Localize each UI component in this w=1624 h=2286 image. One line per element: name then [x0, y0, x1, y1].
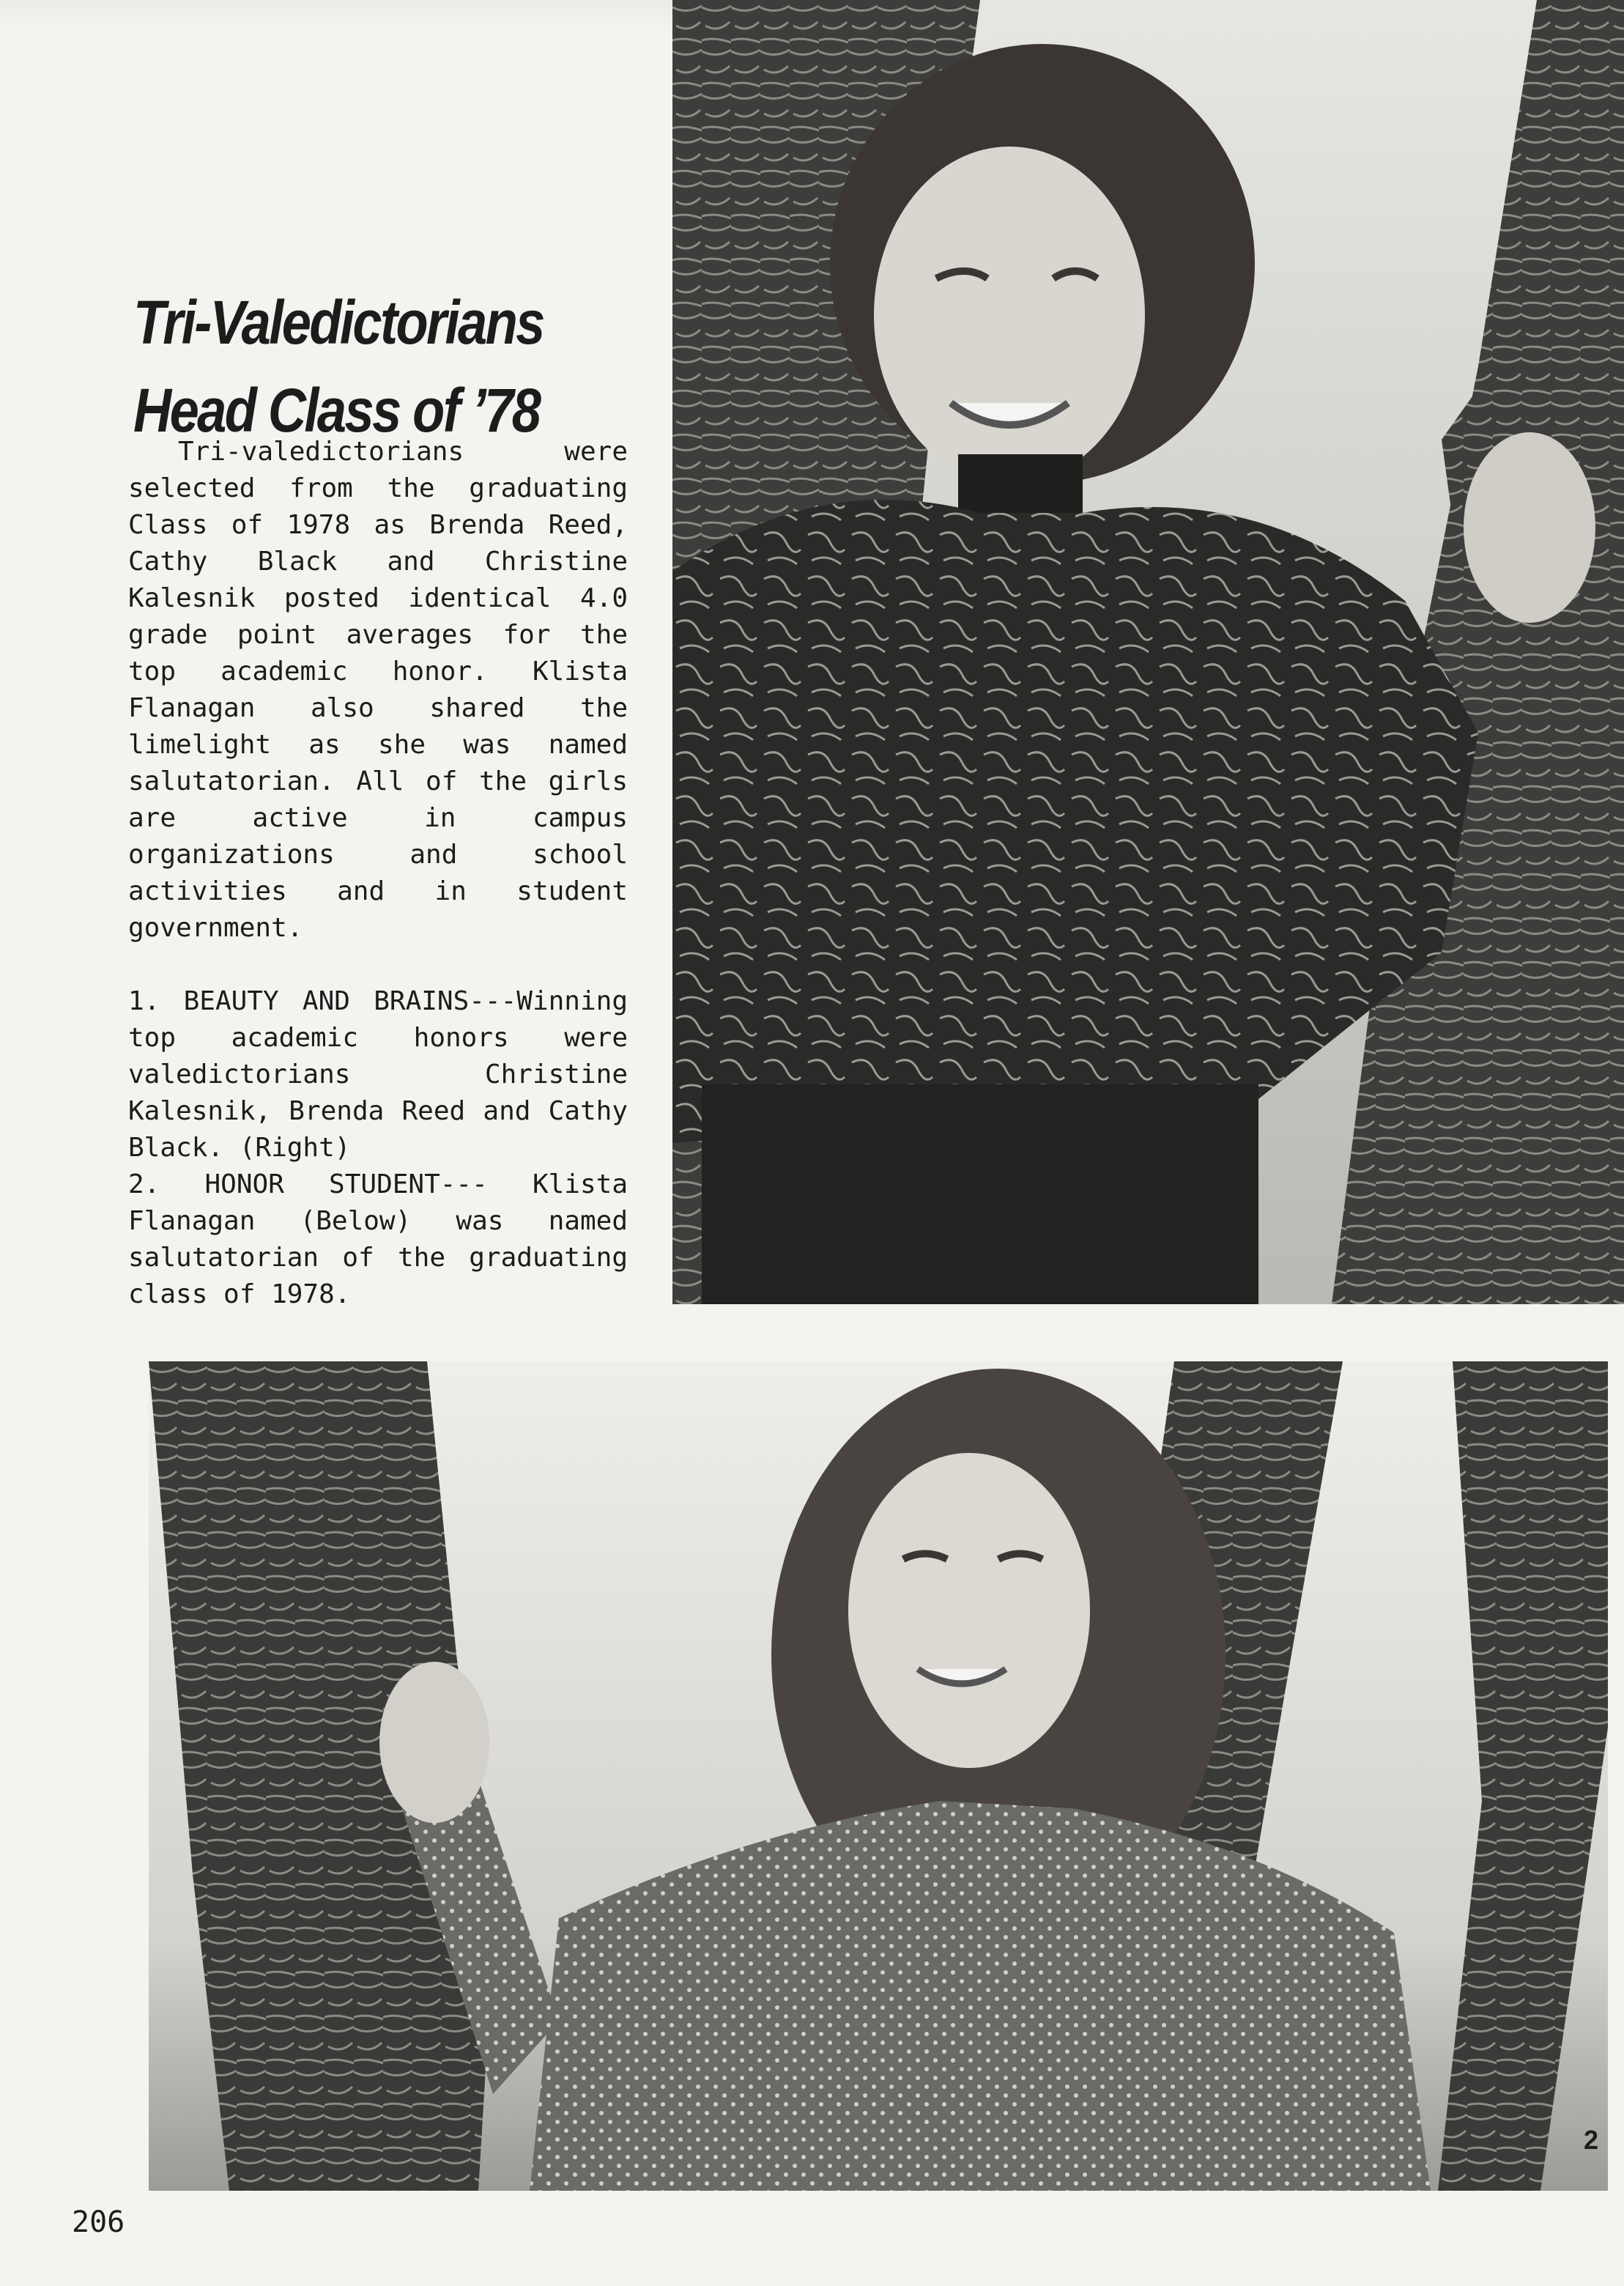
photo-salutatorian-image	[149, 1361, 1608, 2191]
page-number: 206	[72, 2205, 125, 2239]
article-headline	[133, 278, 587, 454]
caption-1: 1. BEAUTY AND BRAINS---Winning top academic honors were valedictorians Christine Kalesnik, Brenda Reed and Cathy Black. (Right)	[128, 986, 628, 1163]
photo-valedictorian	[672, 0, 1624, 1304]
photo-salutatorian	[149, 1361, 1608, 2191]
photo-captions	[128, 983, 628, 1313]
headline-line-1: Tri-Valedictorians	[133, 288, 544, 357]
photo-valedictorian-image	[672, 0, 1624, 1304]
caption-2: 2. HONOR STUDENT--- Klista Flanagan (Below) was named salutatorian of the graduating class of 1978.	[128, 1169, 628, 1309]
headline-line-2: Head Class of ’78	[133, 376, 540, 445]
photo-number-label: 2	[1584, 2125, 1599, 2155]
article-body: Tri-valedictorians were selected from the graduating Class of 1978 as Brenda Reed, Cathy Black and Christine Kalesnik posted identical 4.0 grade point averages for the top academic honor. Klista Flanagan also shared the limelight as she was named salutatorian. All of the girls are active in campus organizations and school activities and in student government.	[128, 437, 628, 943]
